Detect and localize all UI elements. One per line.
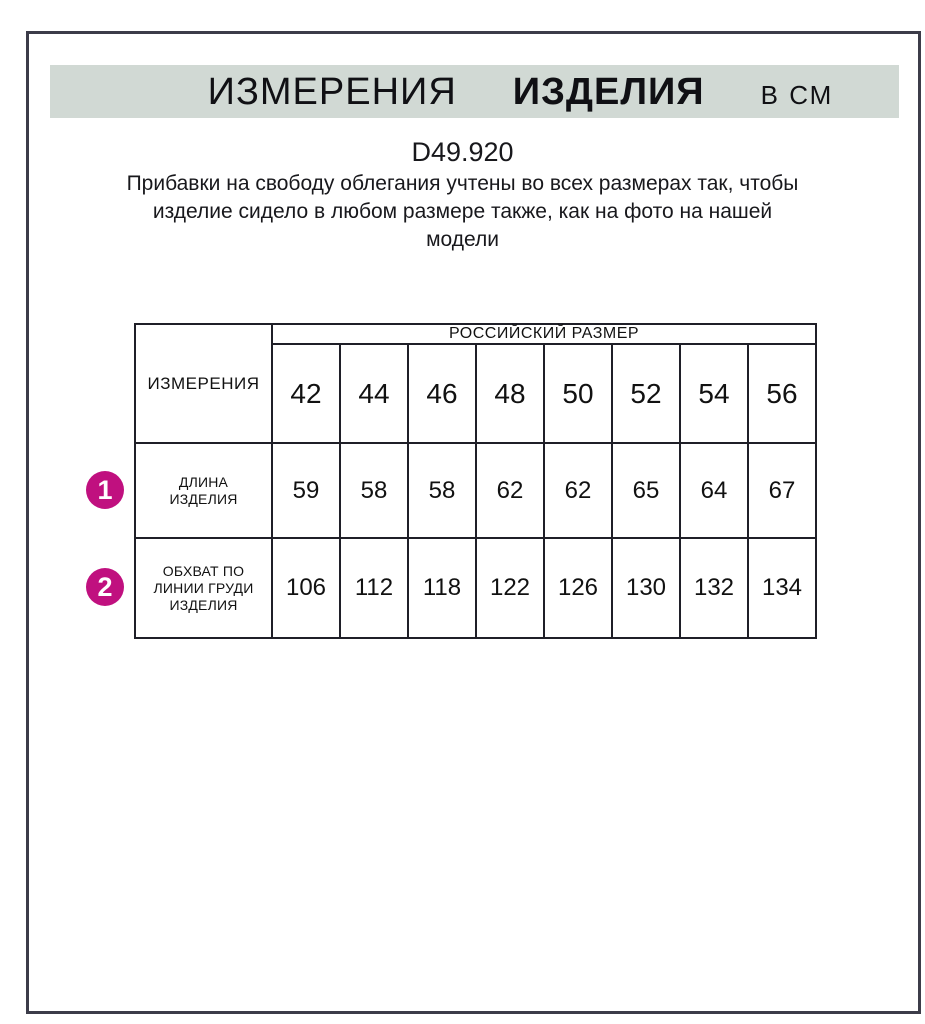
row-label-line: ДЛИНА — [178, 473, 229, 490]
title-unit-cm: В СМ — [760, 80, 834, 110]
value-cell: 122 — [476, 538, 544, 638]
fit-note-line: Прибавки на свободу облегания учтены во всех размерах так, чтобы — [126, 172, 799, 195]
size-header-cell: 52 — [612, 344, 680, 443]
table-row — [135, 443, 816, 538]
row-label-cell — [135, 538, 272, 638]
value-cell: 130 — [612, 538, 680, 638]
value-cell: 112 — [340, 538, 408, 638]
value-cell: 58 — [340, 443, 408, 538]
group-header-cell: РОССИЙСКИЙ РАЗМЕР — [272, 324, 816, 344]
title-group — [208, 73, 834, 111]
title-bar — [50, 65, 899, 118]
row-number-badge — [86, 568, 124, 606]
badge-number: 2 — [97, 571, 113, 602]
size-table — [134, 323, 817, 639]
size-header-cell: 50 — [544, 344, 612, 443]
value-cell: 67 — [748, 443, 816, 538]
fit-note — [0, 170, 925, 254]
value-cell: 62 — [544, 443, 612, 538]
row-label-line: ОБХВАТ ПО — [162, 562, 245, 579]
row-label-cell — [135, 443, 272, 538]
value-cell: 132 — [680, 538, 748, 638]
fit-note-line: изделие сидело в любом размере также, как на фото на нашей — [152, 200, 773, 223]
row-label-line: ИЗДЕЛИЯ — [169, 490, 238, 507]
size-header-cell: 48 — [476, 344, 544, 443]
value-cell: 106 — [272, 538, 340, 638]
size-header-cell: 56 — [748, 344, 816, 443]
table-row — [135, 538, 816, 638]
value-cell: 62 — [476, 443, 544, 538]
title-measurements: ИЗМЕРЕНИЯ — [207, 71, 457, 113]
size-header-cell: 42 — [272, 344, 340, 443]
value-cell: 126 — [544, 538, 612, 638]
size-header-cell: 46 — [408, 344, 476, 443]
value-cell: 64 — [680, 443, 748, 538]
value-cell: 58 — [408, 443, 476, 538]
size-header-cell: 54 — [680, 344, 748, 443]
row-label-line: ИЗДЕЛИЯ — [169, 596, 238, 613]
value-cell: 59 — [272, 443, 340, 538]
model-code: D49.920 — [411, 137, 514, 167]
title-product: ИЗДЕЛИЯ — [512, 71, 705, 113]
value-cell: 134 — [748, 538, 816, 638]
value-cell: 118 — [408, 538, 476, 638]
size-header-cell: 44 — [340, 344, 408, 443]
value-cell: 65 — [612, 443, 680, 538]
fit-note-line: модели — [426, 228, 499, 251]
row-number-badge — [86, 471, 124, 509]
corner-header-cell: ИЗМЕРЕНИЯ — [135, 324, 272, 443]
badge-number: 1 — [97, 474, 113, 505]
row-label-line: ЛИНИИ ГРУДИ — [153, 579, 254, 596]
